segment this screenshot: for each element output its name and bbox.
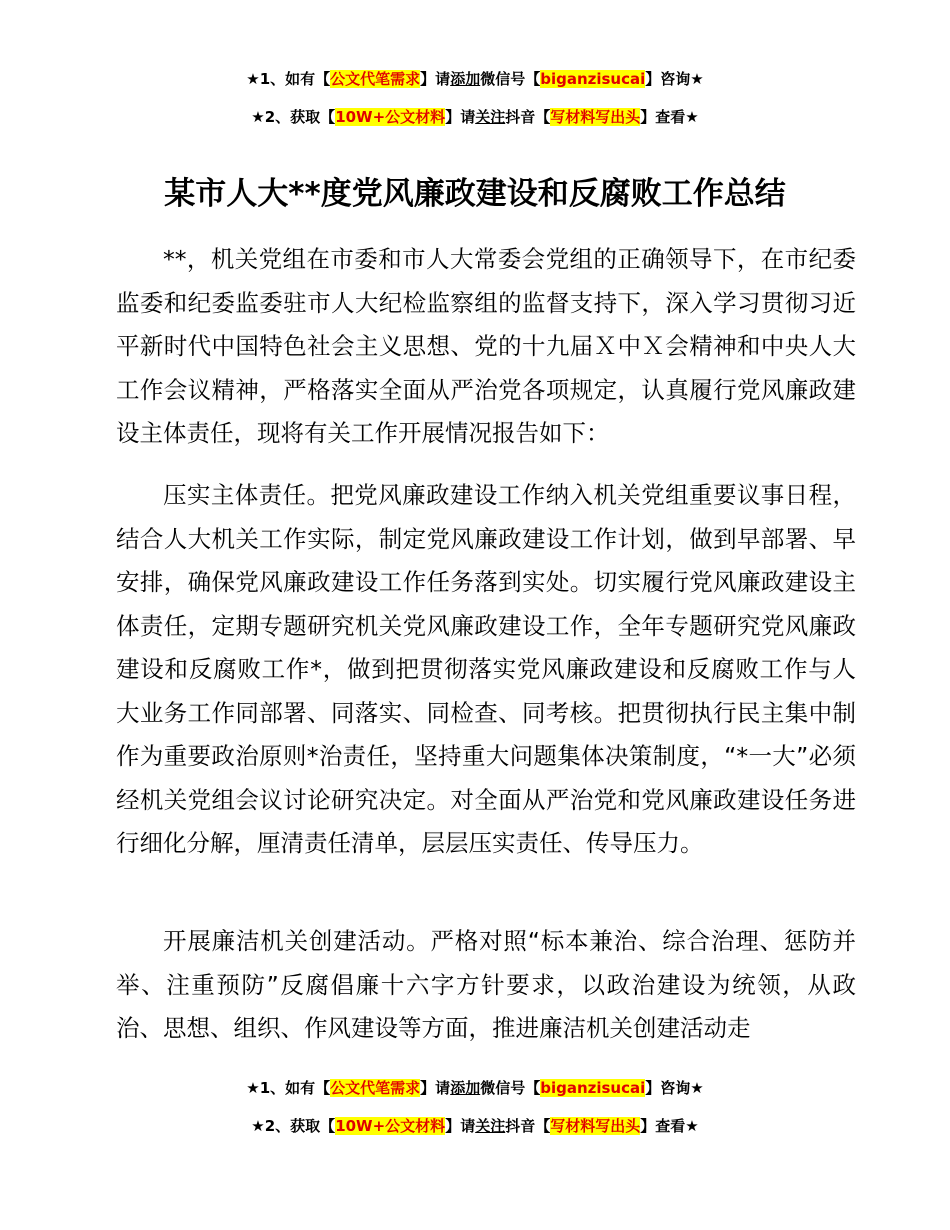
banner-text: ★1、如有【: [246, 1079, 331, 1097]
paragraph-text: 开展廉洁机关创建活动。严格对照“标本兼治、综合治理、惩防并举、注重预防”反腐倡廉十六字方针要求，以政治建设为统领，从政治、思想、组织、作风建设等方面，推进廉洁机关创建活动走: [116, 927, 856, 1042]
banner-emphasis: 关注: [475, 1117, 506, 1135]
banner-text: 】查看★: [640, 1117, 699, 1135]
bottom-banner-line-1: [0, 1077, 950, 1099]
banner-highlight: 10W+公文材料: [335, 108, 446, 126]
document-title: 某市人大**度党风廉政建设和反腐败工作总结: [164, 176, 786, 212]
paragraph-text: **，机关党组在市委和市人大常委会党组的正确领导下，在市纪委监委和纪委监委驻市人大纪检监察组的监督支持下，深入学习贯彻习近平新时代中国特色社会主义思想、党的十九届Ｘ中Ｘ会精神和中央人大工作会议精神，严格落实全面从严治党各项规定，认真履行党风廉政建设主体责任，现将有关工作开展情况报告如下：: [116, 245, 856, 447]
banner-text: 】请: [420, 1079, 451, 1097]
banner-highlight: 10W+公文材料: [335, 1117, 446, 1135]
banner-highlight: biganzisucai: [540, 1079, 646, 1097]
banner-text: 】咨询★: [645, 70, 704, 88]
banner-text: 抖音【: [505, 1117, 551, 1135]
banner-highlight: biganzisucai: [540, 70, 646, 88]
body-paragraph-2: [116, 474, 856, 866]
top-banner-line-1: [0, 68, 950, 90]
banner-emphasis: 关注: [475, 108, 506, 126]
paragraph-text: 压实主体责任。把党风廉政建设工作纳入机关党组重要议事日程，结合人大机关工作实际，制定党风廉政建设工作计划，做到早部署、早安排，确保党风廉政建设工作任务落到实处。切实履行党风廉政建设主体责任，定期专题研究机关党风廉政建设工作，全年专题研究党风廉政建设和反腐败工作*，做到把贯彻落实党风廉政建设和反腐败工作与人大业务工作同部署、同落实、同检查、同考核。把贯彻执行民主集中制作为重要政治原则*治责任，坚持重大问题集体决策制度，“*一大”必须经机关党组会议讨论研究决定。对全面从严治党和党风廉政建设任务进行细化分解，厘清责任清单，层层压实责任、传导压力。: [116, 481, 856, 857]
bottom-banner-line-2: [0, 1115, 950, 1137]
banner-text: 】咨询★: [645, 1079, 704, 1097]
banner-highlight: 写材料写出头: [550, 1117, 641, 1135]
banner-text: 抖音【: [505, 108, 551, 126]
banner-text: 微信号【: [480, 70, 541, 88]
banner-highlight: 写材料写出头: [550, 108, 641, 126]
banner-text: ★2、获取【: [251, 108, 336, 126]
banner-text: ★2、获取【: [251, 1117, 336, 1135]
top-banner-line-2: [0, 106, 950, 128]
banner-emphasis: 添加: [450, 70, 481, 88]
body-paragraph-3: [116, 920, 856, 1051]
body-paragraph-1: [116, 238, 856, 456]
banner-text: 】请: [445, 1117, 476, 1135]
banner-emphasis: 添加: [450, 1079, 481, 1097]
banner-highlight: 公文代笔需求: [330, 70, 421, 88]
banner-text: ★1、如有【: [246, 70, 331, 88]
banner-text: 】请: [445, 108, 476, 126]
banner-text: 】请: [420, 70, 451, 88]
banner-highlight: 公文代笔需求: [330, 1079, 421, 1097]
banner-text: 微信号【: [480, 1079, 541, 1097]
banner-text: 】查看★: [640, 108, 699, 126]
